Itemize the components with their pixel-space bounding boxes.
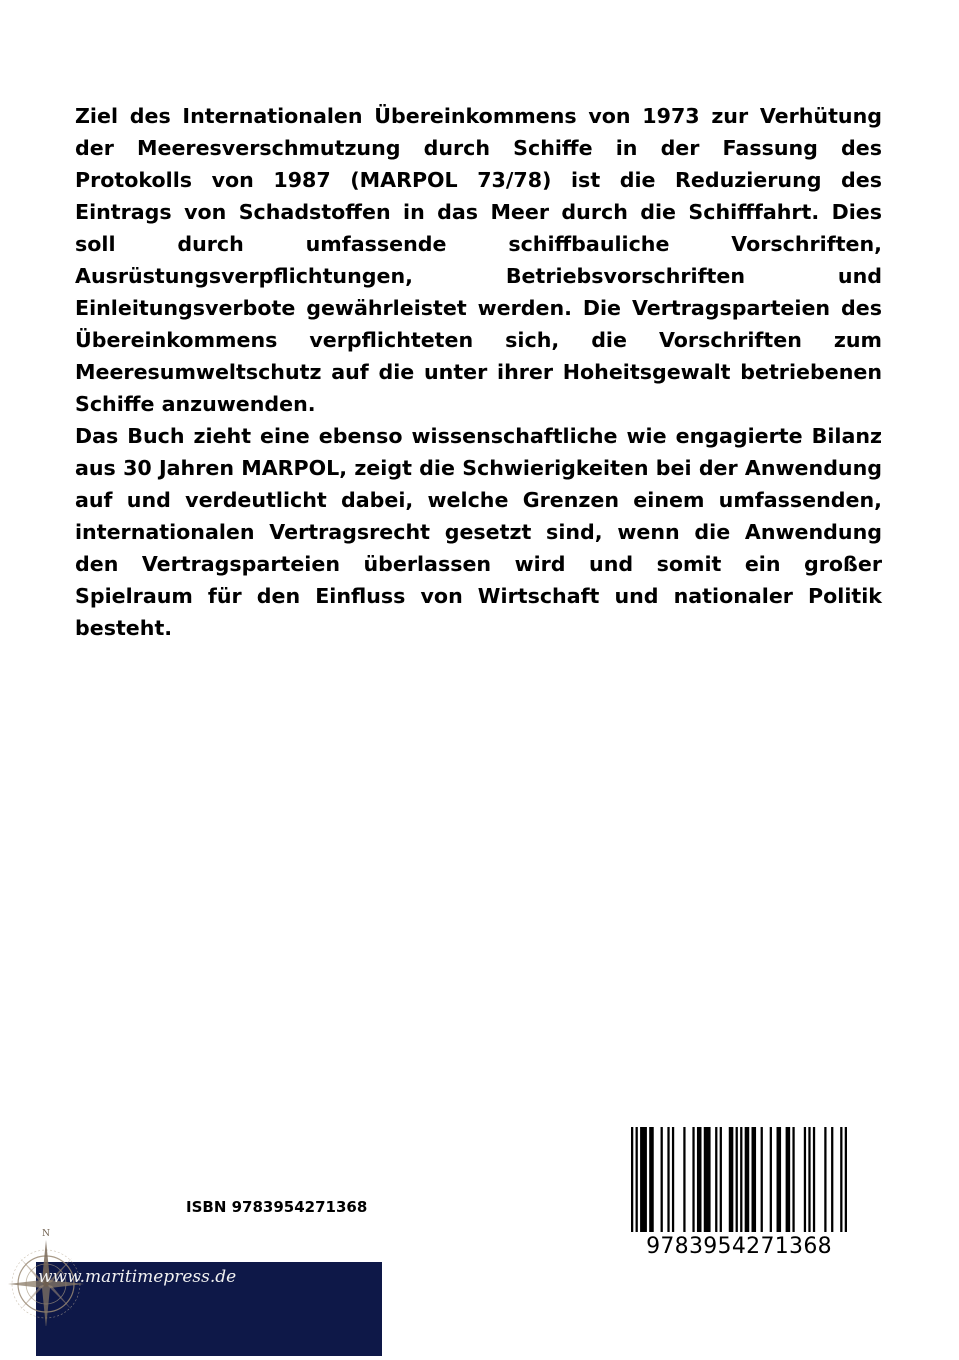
blurb-paragraph-2: Das Buch zieht eine ebenso wissenschaftliche wie engagierte Bilanz aus 30 Jahren MARPOL, zeigt die Schwierigkeiten bei der Anwendung auf und verdeutlicht dabei, welche Grenzen einem umfassenden, internationalen Vertragsrecht gesetzt sind, wenn die Anwendung den Vertragsparteien überlassen wird und somit ein großer Spielraum für den Einfluss von Wirtschaft und nationaler Politik besteht. bbox=[75, 424, 882, 640]
blurb-paragraph-1: Ziel des Internationalen Übereinkommens von 1973 zur Verhütung der Meeresverschmutzung durch Schiffe in der Fassung des Protokolls von 1987 (MARPOL 73/78) ist die Reduzierung des Eintrags von Schadstoffen in das Meer durch die Schifffahrt. Dies soll durch umfassende schiffbauliche Vorschriften, Ausrüstungsverpflichtungen, Betriebsvorschriften und Einleitungsverbote gewährleistet werden. Die Vertragsparteien des Übereinkommens verpflichteten sich, die Vorschriften zum Meeresumweltschutz auf die unter ihrer Hoheitsgewalt betriebenen Schiffe anzuwenden. bbox=[75, 104, 882, 416]
barcode-bar bbox=[761, 1127, 763, 1232]
barcode-bar bbox=[667, 1127, 669, 1232]
isbn-label: ISBN 9783954271368 bbox=[186, 1198, 368, 1216]
barcode-bar bbox=[824, 1127, 826, 1232]
barcode bbox=[631, 1127, 847, 1232]
barcode-bar bbox=[808, 1127, 810, 1232]
barcode-bar bbox=[704, 1127, 711, 1232]
compass-north-label: N bbox=[42, 1229, 50, 1239]
publisher-url-link[interactable]: www.maritimepress.de bbox=[38, 1267, 237, 1287]
barcode-bar bbox=[631, 1127, 633, 1232]
barcode-bar bbox=[692, 1127, 694, 1232]
barcode-bar bbox=[661, 1127, 663, 1232]
back-cover-blurb bbox=[75, 100, 882, 644]
barcode-bar bbox=[672, 1127, 674, 1232]
barcode-bar bbox=[786, 1127, 791, 1232]
barcode-bar bbox=[840, 1127, 842, 1232]
barcode-bar bbox=[740, 1127, 742, 1232]
barcode-number: 9783954271368 bbox=[646, 1234, 832, 1259]
barcode-bar bbox=[770, 1127, 772, 1232]
barcode-bar bbox=[804, 1127, 806, 1232]
barcode-bar bbox=[720, 1127, 722, 1232]
barcode-bar bbox=[831, 1127, 833, 1232]
barcode-bar bbox=[729, 1127, 734, 1232]
barcode-bar bbox=[745, 1127, 750, 1232]
barcode-bar bbox=[736, 1127, 738, 1232]
barcode-bar bbox=[813, 1127, 815, 1232]
barcode-bar bbox=[649, 1127, 654, 1232]
barcode-bar bbox=[777, 1127, 782, 1232]
barcode-bar bbox=[697, 1127, 702, 1232]
barcode-bar bbox=[683, 1127, 685, 1232]
barcode-bar bbox=[792, 1127, 794, 1232]
barcode-bar bbox=[752, 1127, 757, 1232]
barcode-bar bbox=[845, 1127, 847, 1232]
barcode-bar bbox=[640, 1127, 647, 1232]
barcode-bar bbox=[715, 1127, 717, 1232]
barcode-bar bbox=[636, 1127, 638, 1232]
